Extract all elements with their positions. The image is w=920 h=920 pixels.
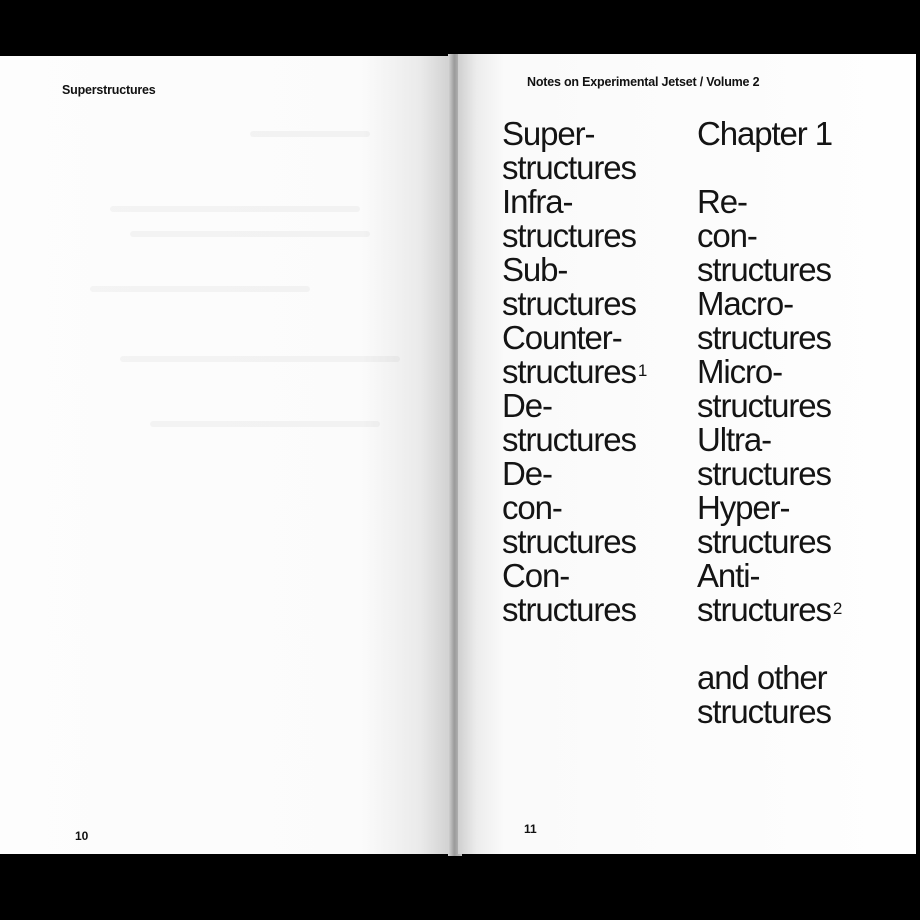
running-head-right: Notes on Experimental Jetset / Volume 2 bbox=[527, 75, 760, 89]
right-page bbox=[458, 54, 916, 854]
word-line: structures bbox=[502, 285, 636, 322]
word-line: structures bbox=[697, 693, 831, 730]
word-line: Counter- bbox=[502, 319, 622, 356]
footnote-marker: 2 bbox=[832, 599, 843, 618]
word-line: Hyper- bbox=[697, 489, 790, 526]
show-through bbox=[250, 131, 370, 137]
word-line: structures bbox=[697, 387, 831, 424]
word-line: Anti- bbox=[697, 557, 760, 594]
word-line: Re- bbox=[697, 183, 747, 220]
word-line: structures bbox=[697, 251, 831, 288]
show-through bbox=[150, 421, 380, 427]
word-line-with-footnote bbox=[697, 593, 842, 627]
footnote-marker: 1 bbox=[637, 361, 648, 380]
word-line: structures bbox=[502, 591, 636, 628]
word-column-left bbox=[502, 117, 647, 627]
word-line: Micro- bbox=[697, 353, 783, 390]
page-number-right: 11 bbox=[524, 822, 537, 836]
word-line: structures bbox=[697, 523, 831, 560]
word-line: structures bbox=[502, 421, 636, 458]
word-column-right bbox=[697, 117, 842, 729]
running-head-left: Superstructures bbox=[62, 83, 156, 97]
word-line: structures bbox=[697, 455, 831, 492]
word-line: Super- bbox=[502, 115, 595, 152]
word-line: Macro- bbox=[697, 285, 794, 322]
word-line: structures bbox=[697, 319, 831, 356]
word-line: con- bbox=[697, 217, 757, 254]
word-line: Ultra- bbox=[697, 421, 772, 458]
word-line: Infra- bbox=[502, 183, 573, 220]
show-through bbox=[110, 206, 360, 212]
chapter-title: Chapter 1 bbox=[697, 115, 833, 152]
word-line: Sub- bbox=[502, 251, 568, 288]
word-line: structures bbox=[502, 217, 636, 254]
show-through bbox=[90, 286, 310, 292]
word-line: structures bbox=[502, 523, 636, 560]
word-line: and other bbox=[697, 659, 827, 696]
word-text: structures bbox=[697, 591, 831, 628]
blank-line bbox=[697, 627, 842, 661]
left-page bbox=[0, 56, 452, 854]
show-through bbox=[130, 231, 370, 237]
word-line: structures bbox=[502, 149, 636, 186]
blank-line bbox=[697, 151, 842, 185]
word-line: Con- bbox=[502, 557, 570, 594]
show-through bbox=[120, 356, 400, 362]
word-line: De- bbox=[502, 455, 552, 492]
word-text: structures bbox=[502, 353, 636, 390]
page-number-left: 10 bbox=[75, 829, 89, 843]
word-line: con- bbox=[502, 489, 562, 526]
word-line-with-footnote bbox=[502, 355, 647, 389]
word-line: De- bbox=[502, 387, 552, 424]
